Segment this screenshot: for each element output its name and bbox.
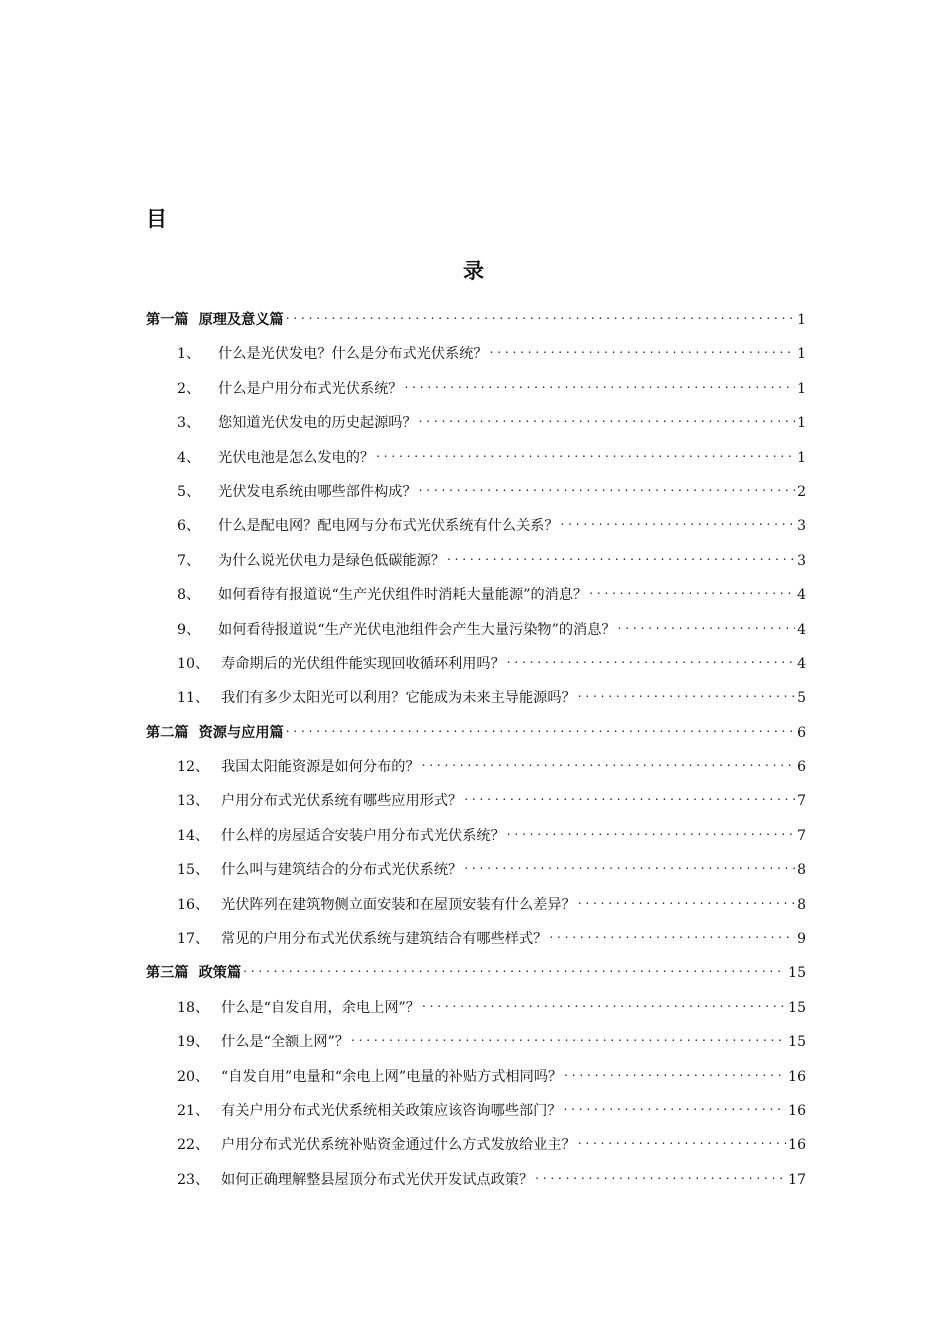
item-title: 我们有多少太阳光可以利用？它能成为未来主导能源吗？ (221, 690, 576, 707)
dot-leader (549, 929, 795, 943)
page-number: 16 (788, 1068, 806, 1085)
dot-leader (404, 379, 795, 393)
dot-leader (578, 688, 795, 702)
dot-leader (561, 516, 796, 530)
toc-item-9[interactable] (146, 619, 806, 653)
page-number: 2 (797, 483, 806, 500)
page-number: 1 (797, 380, 806, 397)
item-title: 有关户用分布式光伏系统相关政策应该咨询哪些部门？ (221, 1102, 562, 1119)
toc-section-3[interactable] (146, 962, 806, 996)
page-number: 17 (788, 1171, 806, 1188)
toc-item-21[interactable] (146, 1100, 806, 1134)
item-title: 为什么说光伏电力是绿色低碳能源？ (218, 552, 446, 569)
item-title: 如何正确理解整县屋顶分布式光伏开发试点政策？ (221, 1171, 534, 1188)
page-number: 9 (797, 931, 806, 948)
dot-leader (578, 895, 795, 909)
dot-leader (422, 998, 786, 1012)
dot-leader (564, 1067, 786, 1081)
dot-leader (464, 860, 795, 874)
section-label: 第一篇 (146, 312, 189, 328)
dot-leader (419, 413, 795, 427)
item-title: 什么是“全额上网”？ (221, 1034, 350, 1051)
dot-leader (351, 1032, 786, 1046)
toc-item-22[interactable] (146, 1134, 806, 1168)
toc-heading-char-mu: 目 (146, 207, 167, 231)
item-number: 20、 (177, 1068, 210, 1085)
toc-item-13[interactable] (146, 790, 806, 824)
page-number: 5 (797, 690, 806, 707)
item-title: 光伏阵列在建筑物侧立面安装和在屋顶安装有什么差异？ (221, 896, 576, 913)
item-number: 11、 (177, 690, 210, 707)
toc-item-19[interactable] (146, 1031, 806, 1065)
item-title: 您知道光伏发电的历史起源吗？ (218, 415, 417, 432)
item-title: 什么是“自发自用，余电上网”？ (221, 999, 420, 1016)
page-number: 1 (797, 312, 806, 328)
toc-item-1[interactable] (146, 343, 806, 377)
item-title: 我国太阳能资源是如何分布的？ (221, 759, 420, 776)
item-number: 14、 (177, 827, 210, 844)
page-number: 1 (797, 415, 806, 432)
item-number: 16、 (177, 896, 210, 913)
dot-leader (507, 826, 795, 840)
toc-item-16[interactable] (146, 894, 806, 928)
item-title: 寿命期后的光伏组件能实现回收循环利用吗？ (221, 655, 505, 672)
item-number: 18、 (177, 999, 210, 1016)
section-title: 政策篇 (198, 965, 242, 982)
page-number: 7 (797, 793, 806, 810)
dot-leader (464, 791, 795, 805)
page-number: 15 (788, 1034, 806, 1051)
item-number: 9、 (177, 621, 201, 638)
dot-leader (535, 1170, 786, 1184)
toc-item-3[interactable] (146, 412, 806, 446)
item-number: 13、 (177, 793, 210, 810)
dot-leader (243, 963, 786, 977)
page-number: 16 (788, 1102, 806, 1119)
item-title: 什么样的房屋适合安装户用分布式光伏系统？ (221, 827, 505, 844)
toc-item-7[interactable] (146, 550, 806, 584)
toc-item-14[interactable] (146, 825, 806, 859)
toc-item-4[interactable] (146, 447, 806, 481)
page-number: 3 (797, 552, 806, 569)
page-number: 15 (788, 965, 806, 982)
item-title: 什么是户用分布式光伏系统？ (218, 380, 403, 397)
item-number: 17、 (177, 931, 210, 948)
item-title: 什么是配电网？配电网与分布式光伏系统有什么关系？ (218, 518, 559, 535)
section-label: 第二篇 (146, 724, 189, 741)
toc-item-12[interactable] (146, 756, 806, 790)
item-title: 户用分布式光伏系统补贴资金通过什么方式发放给业主？ (221, 1137, 576, 1154)
item-number: 22、 (177, 1137, 210, 1154)
item-title: “自发自用”电量和“余电上网”电量的补贴方式相同吗？ (221, 1068, 563, 1085)
dot-leader (618, 620, 796, 634)
page-number: 6 (797, 759, 806, 776)
page-number: 15 (788, 999, 806, 1016)
item-title: 如何看待报道说“生产光伏电池组件会产生大量污染物”的消息？ (218, 621, 616, 638)
item-number: 8、 (177, 587, 201, 604)
item-title: 常见的户用分布式光伏系统与建筑结合有哪些样式？ (221, 931, 548, 948)
toc-section-2[interactable] (146, 722, 806, 756)
dot-leader (422, 757, 795, 771)
table-of-contents (146, 309, 806, 1203)
item-number: 6、 (177, 518, 201, 535)
dot-leader (578, 1135, 786, 1149)
page-number: 8 (797, 862, 806, 879)
item-title: 如何看待有报道说“生产光伏组件时消耗大量能源”的消息？ (218, 587, 588, 604)
item-number: 23、 (177, 1171, 210, 1188)
page-number: 3 (797, 518, 806, 535)
toc-item-2[interactable] (146, 378, 806, 412)
item-number: 19、 (177, 1034, 210, 1051)
dot-leader (447, 551, 795, 565)
dot-leader (564, 1101, 787, 1115)
item-number: 4、 (177, 449, 201, 466)
toc-item-6[interactable] (146, 515, 806, 549)
toc-heading-char-lu: 录 (463, 259, 484, 283)
item-number: 15、 (177, 862, 210, 879)
toc-item-5[interactable] (146, 481, 806, 515)
section-title: 原理及意义篇 (198, 312, 284, 328)
dot-leader (419, 482, 795, 496)
toc-item-15[interactable] (146, 859, 806, 893)
dot-leader (286, 310, 795, 324)
item-title: 什么是光伏发电？什么是分布式光伏系统？ (218, 346, 488, 363)
dot-leader (589, 585, 795, 599)
section-title: 资源与应用篇 (198, 724, 284, 741)
page-number: 1 (797, 346, 806, 363)
item-number: 21、 (177, 1102, 210, 1119)
page-number: 4 (797, 655, 806, 672)
toc-item-17[interactable] (146, 928, 806, 962)
item-title: 户用分布式光伏系统有哪些应用形式？ (221, 793, 463, 810)
dot-leader (286, 723, 795, 737)
item-number: 3、 (177, 415, 201, 432)
item-number: 10、 (177, 655, 210, 672)
item-number: 5、 (177, 483, 201, 500)
item-number: 1、 (177, 346, 201, 363)
toc-item-10[interactable] (146, 653, 806, 687)
page-number: 1 (797, 449, 806, 466)
item-title: 什么叫与建筑结合的分布式光伏系统？ (221, 862, 463, 879)
page-number: 6 (797, 724, 806, 741)
toc-item-11[interactable] (146, 687, 806, 721)
page-number: 4 (797, 587, 806, 604)
dot-leader (376, 448, 795, 462)
item-number: 7、 (177, 552, 201, 569)
item-number: 12、 (177, 759, 210, 776)
toc-item-8[interactable] (146, 584, 806, 618)
page-number: 16 (788, 1137, 806, 1154)
dot-leader (490, 344, 796, 358)
item-title: 光伏发电系统由哪些部件构成？ (218, 483, 417, 500)
page-number: 4 (797, 621, 806, 638)
toc-item-23[interactable] (146, 1169, 806, 1203)
toc-item-18[interactable] (146, 997, 806, 1031)
page-number: 8 (797, 896, 806, 913)
page-number: 7 (797, 827, 806, 844)
item-number: 2、 (177, 380, 201, 397)
item-title: 光伏电池是怎么发电的？ (218, 449, 375, 466)
dot-leader (507, 654, 795, 668)
toc-section-1[interactable] (146, 309, 806, 343)
section-label: 第三篇 (146, 965, 189, 982)
toc-item-20[interactable] (146, 1066, 806, 1100)
